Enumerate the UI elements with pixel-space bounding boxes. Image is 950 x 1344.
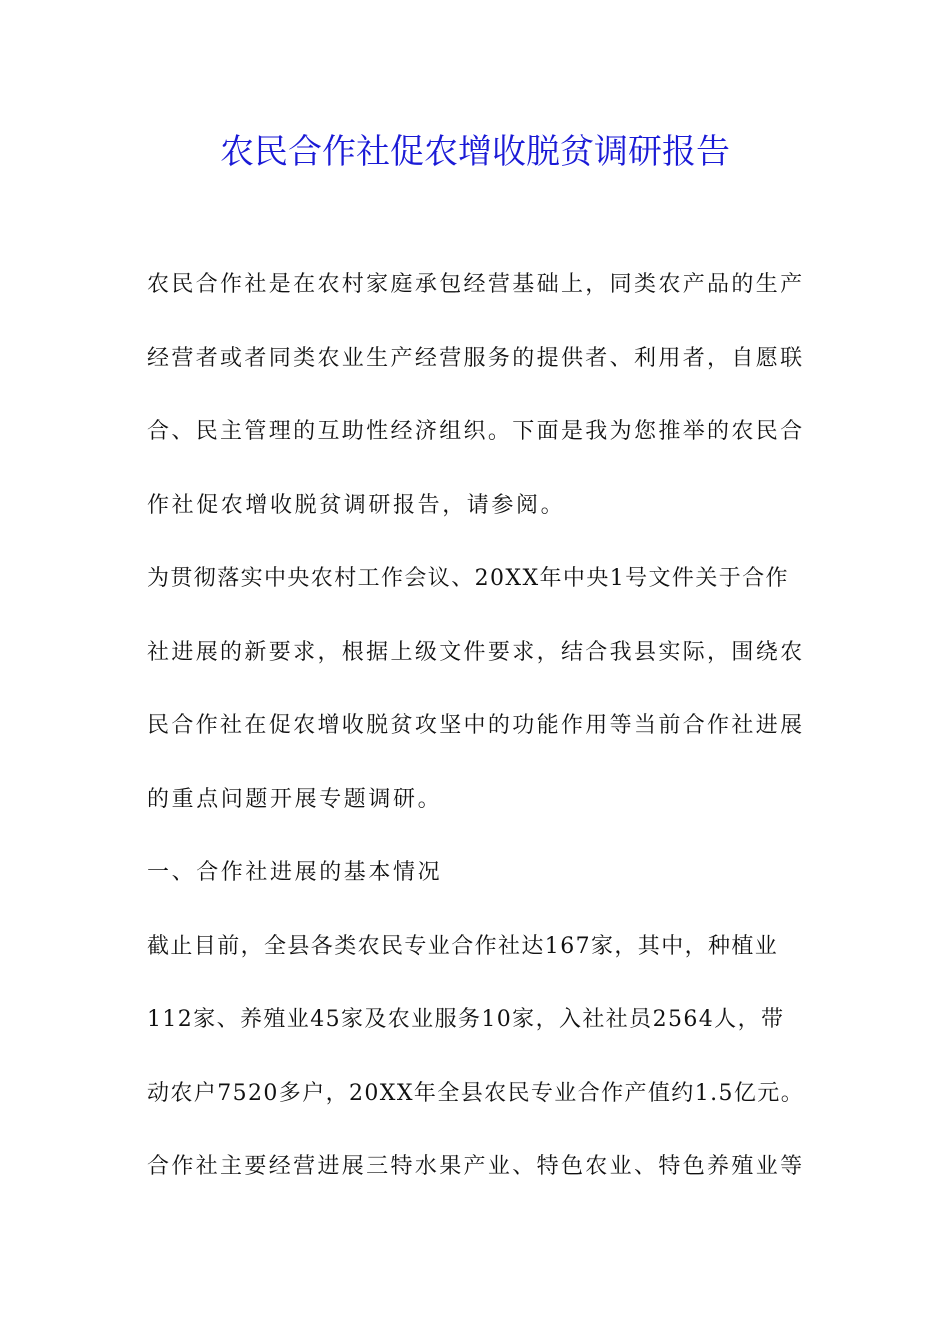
text-line: 合作社主要经营进展三特水果产业、特色农业、特色养殖业等 (147, 1154, 805, 1179)
paragraph-statistics (147, 925, 807, 1146)
paragraph-purpose (147, 557, 807, 851)
section-heading-text: 一、合作社进展的基本情况 (147, 860, 443, 885)
text-line: 为贯彻落实中央农村工作会议、20XX年中央1号文件关于合作 (147, 566, 789, 591)
text-line: 民合作社在促农增收脱贫攻坚中的功能作用等当前合作社进展 (147, 713, 805, 738)
text-line: 合、民主管理的互助性经济组织。下面是我为您推举的农民合 (147, 419, 805, 444)
text-line: 截止目前，全县各类农民专业合作社达167家，其中，种植业 (147, 933, 779, 959)
document-title: 农民合作社促农增收脱贫调研报告 (220, 132, 730, 172)
section-heading-1 (147, 851, 807, 925)
text-line: 农民合作社是在农村家庭承包经营基础上，同类农产品的生产 (147, 272, 805, 297)
text-line: 的重点问题开展专题调研。 (147, 786, 443, 812)
text-line: 作社促农增收脱贫调研报告，请参阅。 (147, 492, 566, 518)
text-line: 经营者或者同类农业生产经营服务的提供者、利用者，自愿联 (147, 345, 805, 371)
paragraph-business (147, 1145, 807, 1219)
text-line: 动农户7520多户，20XX年全县农民专业合作产值约1.5亿元。 (147, 1080, 805, 1106)
text-line: 112家、养殖业45家及农业服务10家，入社社员2564人，带 (147, 1007, 785, 1032)
document-body (147, 263, 807, 1219)
paragraph-intro (147, 263, 807, 557)
text-line: 社进展的新要求，根据上级文件要求，结合我县实际，围绕农 (147, 639, 805, 665)
